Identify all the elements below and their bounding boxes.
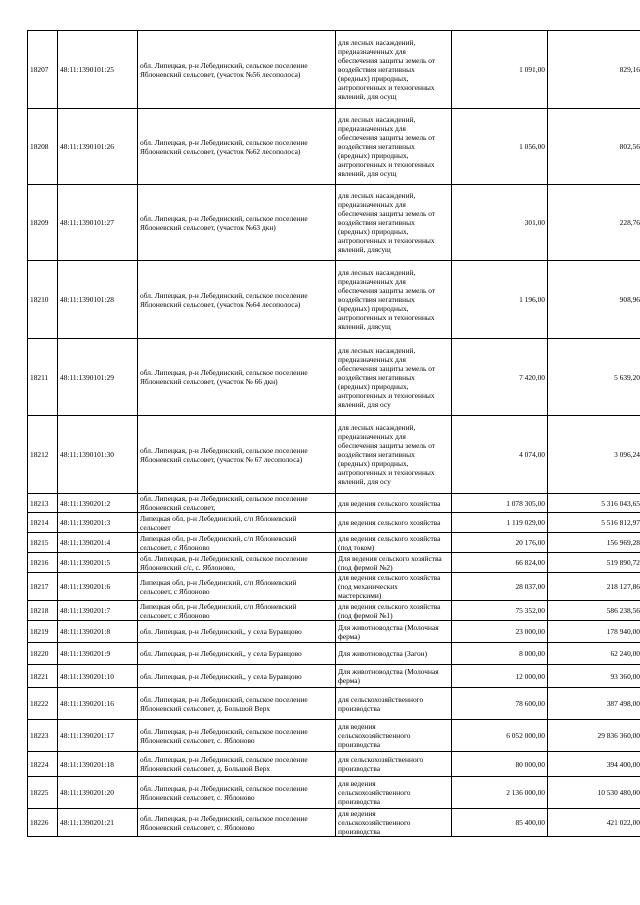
address-line: сельсовет, с Яблоново [140, 610, 210, 620]
land-use-line: для ведения сельского хозяйства [338, 498, 441, 508]
record-number: 18214 [28, 513, 58, 533]
land-use-line: антропогенных и техногенных [338, 83, 435, 92]
cadastral-value: 586 238,56 [548, 601, 640, 621]
land-use-line: явлений, длясущ [338, 245, 391, 254]
land-use-line: для лесных насаждений, [338, 38, 416, 47]
land-use-line: обеспечения защиты земель от [338, 286, 436, 295]
table-row [28, 720, 640, 752]
address-line: обл. Липецкая, р-н Лебединский, сельское поселение [140, 813, 308, 823]
cadastral-number: 48:11:1390201:17 [58, 720, 138, 752]
address-cell [138, 185, 336, 261]
land-use-cell [336, 513, 452, 533]
table-row [28, 416, 640, 494]
land-use-cell [336, 416, 452, 494]
land-use-line: (вредных) природных, [338, 459, 409, 468]
land-use-line: производства [338, 764, 381, 773]
table-row [28, 573, 640, 601]
address-line: обл. Липецкая, р-н Лебединский, сельское поселение [140, 755, 308, 764]
record-number: 18219 [28, 621, 58, 643]
land-use-cell [336, 752, 452, 777]
land-use-line: для ведения сельского хозяйства [338, 601, 441, 611]
cadastral-value: 228,76 [548, 185, 640, 261]
area-value: 6 052 000,00 [452, 720, 548, 752]
land-use-line: сельскохозяйственного [338, 731, 411, 740]
address-line: обл. Липецкая, р-н Лебединский, сельское поселение [140, 368, 308, 377]
cadastral-number: 48:11:1390201:7 [58, 601, 138, 621]
land-use-line: предназначенных для [338, 277, 406, 286]
record-number: 18213 [28, 494, 58, 513]
land-use-cell [336, 720, 452, 752]
cadastral-value: 829,16 [548, 31, 640, 109]
land-use-line: ферма) [338, 676, 361, 685]
address-line: обл. Липецкая, р-н Лебединский, сельское поселение [140, 783, 308, 793]
cadastral-number: 48:11:1390101:29 [58, 339, 138, 416]
land-use-cell [336, 665, 452, 688]
cadastral-number: 48:11:1390201:21 [58, 809, 138, 837]
cadastral-number: 48:11:1390101:25 [58, 31, 138, 109]
cadastral-value: 421 022,00 [548, 809, 640, 837]
land-use-cell [336, 601, 452, 621]
address-line: обл. Липецкая, р-н Лебединский,, у села Буравцово [140, 671, 302, 681]
land-use-line: обеспечения защиты земель от [338, 363, 436, 373]
land-use-cell [336, 553, 452, 573]
record-number: 18223 [28, 720, 58, 752]
area-value: 20 176,00 [452, 533, 548, 553]
cadastral-number: 48:11:1390201:20 [58, 777, 138, 809]
land-use-line: обеспечения защиты земель от [338, 209, 436, 218]
cadastral-number: 48:11:1390201:10 [58, 665, 138, 688]
address-cell [138, 416, 336, 494]
land-use-cell [336, 643, 452, 665]
record-number: 18226 [28, 809, 58, 837]
address-line: обл. Липецкая, р-н Лебединский,, у села Буравцово [140, 649, 302, 658]
land-use-line: антропогенных и техногенных [338, 313, 435, 322]
address-line: обл. Липецкая, р-н Лебединский, сельское поселение [140, 290, 308, 300]
table-row [28, 777, 640, 809]
record-number: 18211 [28, 339, 58, 416]
land-use-line: предназначенных для [338, 47, 406, 56]
land-use-line: для ведения сельского хозяйства [338, 533, 441, 543]
address-line: Липецкая обл, р-н Лебединский, с/п Яблоневский [140, 577, 297, 587]
land-use-line: (вредных) природных, [338, 227, 409, 236]
land-use-line: (под током) [338, 542, 375, 552]
table-row [28, 533, 640, 553]
land-use-line: антропогенных и техногенных [338, 160, 435, 169]
land-use-line: для лесных насаждений, [338, 115, 416, 124]
land-use-cell [336, 261, 452, 339]
land-use-line: обеспечения защиты земель от [338, 56, 436, 65]
cadastral-number: 48:11:1390201:2 [58, 494, 138, 513]
address-cell [138, 261, 336, 339]
table-row [28, 621, 640, 643]
cadastral-value: 10 530 480,00 [548, 777, 640, 809]
address-line: Яблоневский сельсовет, с. Яблоново [140, 792, 255, 802]
area-value: 8 000,00 [452, 643, 548, 665]
land-use-line: сельскохозяйственного [338, 818, 411, 827]
cadastral-value: 29 836 360,00 [548, 720, 640, 752]
address-cell [138, 621, 336, 643]
land-use-line: Для ведения сельского хозяйства [338, 553, 442, 563]
land-use-line: производства [338, 740, 381, 749]
table-row [28, 643, 640, 665]
land-use-line: сельскохозяйственного [338, 788, 411, 797]
land-use-line: для сельскохозяйственного [338, 755, 424, 764]
cadastral-number: 48:11:1390201:16 [58, 688, 138, 720]
cadastral-value: 62 240,00 [548, 643, 640, 665]
land-use-line: для ведения сельского хозяйства [338, 518, 441, 527]
cadastral-value: 178 940,00 [548, 621, 640, 643]
land-use-line: явлений, длясущ [338, 322, 391, 331]
area-value: 1 078 305,00 [452, 494, 548, 513]
address-line: Яблоневский сельсовет, (участок №63 дкн) [140, 222, 276, 232]
land-use-line: для ведения [338, 809, 376, 818]
land-use-line: для ведения [338, 722, 376, 731]
cadastral-value: 156 969,28 [548, 533, 640, 553]
land-use-line: предназначенных для [338, 124, 406, 133]
area-value: 85 400,00 [452, 809, 548, 837]
cadastral-number: 48:11:1390101:27 [58, 185, 138, 261]
cadastral-number: 48:11:1390201:6 [58, 573, 138, 601]
land-use-line: Для животноводства (Молочная [338, 622, 439, 632]
table-row [28, 109, 640, 185]
address-line: Яблоневский сельсовет, (участок №64 лесополоса) [140, 299, 301, 309]
address-cell [138, 688, 336, 720]
address-cell [138, 809, 336, 837]
table-row [28, 601, 640, 621]
record-number: 18216 [28, 553, 58, 573]
land-use-line: воздействия негативных [338, 142, 415, 151]
address-line: Липецкая обл, р-н Лебединский, с/п Яблоневский [140, 533, 297, 543]
land-use-line: для ведения [338, 779, 376, 788]
address-line: Липецкая обл, р-н Лебединский, с/п Яблоневский [140, 601, 297, 611]
table-row [28, 513, 640, 533]
cadastral-value: 519 890,72 [548, 553, 640, 573]
table-row [28, 809, 640, 837]
address-cell [138, 533, 336, 553]
cadastral-value: 5 639,20 [548, 339, 640, 416]
address-line: Яблоневский сельсовет, (участок № 66 дкн) [140, 377, 278, 386]
cadastral-value: 908,96 [548, 261, 640, 339]
address-line: обл. Липецкая, р-н Лебединский,, у села Буравцово [140, 627, 302, 636]
cadastral-number: 48:11:1390101:28 [58, 261, 138, 339]
cadastral-number: 48:11:1390201:4 [58, 533, 138, 553]
area-value: 1 119 029,00 [452, 513, 548, 533]
address-line: обл. Липецкая, р-н Лебединский, сельское поселение [140, 445, 308, 455]
record-number: 18222 [28, 688, 58, 720]
address-line: обл. Липецкая, р-н Лебединский, сельское поселение [140, 553, 308, 563]
address-line: Яблоневский сельсовет, д. Большой Верх [140, 703, 271, 713]
address-cell [138, 665, 336, 688]
land-use-cell [336, 185, 452, 261]
land-use-line: для лесных насаждений, [338, 268, 416, 277]
address-line: Яблоневский сельсовет, (участок №56 лесополоса) [140, 69, 301, 79]
land-use-line: (под фермой №1) [338, 610, 393, 620]
cadastral-value: 218 127,86 [548, 573, 640, 601]
land-use-line: (под механических [338, 582, 398, 591]
address-line: Яблоневский сельсовет, [140, 503, 216, 512]
land-use-line: (вредных) природных, [338, 381, 409, 391]
land-use-line: Для животноводства (Молочная [338, 667, 439, 676]
table-row [28, 553, 640, 573]
land-use-cell [336, 494, 452, 513]
area-value: 1 091,00 [452, 31, 548, 109]
address-line: сельсовет [140, 522, 171, 532]
address-cell [138, 601, 336, 621]
cadastral-value: 387 498,00 [548, 688, 640, 720]
land-use-line: воздействия негативных [338, 450, 415, 459]
cadastral-value: 3 096,24 [548, 416, 640, 494]
cadastral-value: 5 316 043,65 [548, 494, 640, 513]
record-number: 18224 [28, 752, 58, 777]
area-value: 66 824,00 [452, 553, 548, 573]
land-use-line: предназначенных для [338, 354, 406, 364]
address-line: Яблоневский сельсовет, д. Большой Верх [140, 764, 271, 773]
cadastral-number: 48:11:1390201:18 [58, 752, 138, 777]
record-number: 18215 [28, 533, 58, 553]
address-line: Яблоневский с/с, с. Яблоново, [140, 562, 236, 572]
land-use-line: (вредных) природных, [338, 151, 409, 160]
address-line: обл. Липецкая, р-н Лебединский, сельское поселение [140, 494, 308, 503]
area-value: 301,00 [452, 185, 548, 261]
land-use-line: воздействия негативных [338, 372, 415, 382]
address-cell [138, 720, 336, 752]
land-use-line: для лесных насаждений, [338, 423, 416, 432]
record-number: 18210 [28, 261, 58, 339]
record-number: 18220 [28, 643, 58, 665]
address-line: обл. Липецкая, р-н Лебединский, сельское поселение [140, 694, 308, 704]
land-use-line: воздействия негативных [338, 295, 415, 304]
land-use-line: (под фермой №2) [338, 562, 393, 572]
record-number: 18221 [28, 665, 58, 688]
land-use-cell [336, 109, 452, 185]
address-cell [138, 513, 336, 533]
address-line: Яблоневский сельсовет, с. Яблоново [140, 822, 255, 832]
record-number: 18212 [28, 416, 58, 494]
land-use-line: явлений, для осу [338, 477, 391, 486]
cadastral-value: 5 516 812,97 [548, 513, 640, 533]
address-cell [138, 31, 336, 109]
land-use-cell [336, 809, 452, 837]
address-cell [138, 109, 336, 185]
land-use-line: для лесных насаждений, [338, 191, 416, 200]
area-value: 1 056,00 [452, 109, 548, 185]
land-use-line: антропогенных и техногенных [338, 390, 435, 400]
land-use-cell [336, 533, 452, 553]
land-use-line: производства [338, 703, 381, 713]
cadastral-value: 394 400,00 [548, 752, 640, 777]
record-number: 18218 [28, 601, 58, 621]
land-use-cell [336, 688, 452, 720]
area-value: 2 136 000,00 [452, 777, 548, 809]
address-line: Яблоневский сельсовет, с. Яблоново [140, 735, 255, 745]
address-line: обл. Липецкая, р-н Лебединский, сельское поселение [140, 60, 308, 70]
land-use-line: антропогенных и техногенных [338, 236, 435, 245]
land-use-line: производства [338, 797, 381, 806]
cadastral-value: 802,56 [548, 109, 640, 185]
address-line: сельсовет, с Яблоново [140, 542, 210, 552]
land-use-line: предназначенных для [338, 200, 406, 209]
address-line: сельсовет, с Яблоново [140, 586, 210, 596]
address-cell [138, 777, 336, 809]
record-number: 18217 [28, 573, 58, 601]
table-row [28, 665, 640, 688]
record-number: 18207 [28, 31, 58, 109]
address-cell [138, 573, 336, 601]
area-value: 78 600,00 [452, 688, 548, 720]
area-value: 12 000,00 [452, 665, 548, 688]
address-line: обл. Липецкая, р-н Лебединский, сельское поселение [140, 137, 308, 147]
land-use-cell [336, 621, 452, 643]
land-use-line: обеспечения защиты земель от [338, 133, 436, 142]
cadastral-number: 48:11:1390201:9 [58, 643, 138, 665]
address-cell [138, 553, 336, 573]
land-use-line: (вредных) природных, [338, 304, 409, 313]
table-body [28, 31, 640, 837]
land-use-line: обеспечения защиты земель от [338, 441, 436, 450]
table-row [28, 494, 640, 513]
land-use-line: Для животноводства (Загон) [338, 649, 428, 658]
table-row [28, 752, 640, 777]
cadastral-number: 48:11:1390201:3 [58, 513, 138, 533]
address-line: Липецкая обл, р-н Лебединский, с/п Яблоневский [140, 513, 297, 523]
land-use-line: для ведения сельского хозяйства [338, 573, 441, 582]
record-number: 18208 [28, 109, 58, 185]
land-use-cell [336, 777, 452, 809]
land-use-line: антропогенных и техногенных [338, 468, 435, 477]
area-value: 1 196,00 [452, 261, 548, 339]
address-line: обл. Липецкая, р-н Лебединский, сельское поселение [140, 726, 308, 736]
land-use-line: для сельскохозяйственного [338, 694, 424, 704]
area-value: 23 000,00 [452, 621, 548, 643]
land-use-cell [336, 31, 452, 109]
cadastral-number: 48:11:1390101:30 [58, 416, 138, 494]
address-line: обл. Липецкая, р-н Лебединский, сельское поселение [140, 213, 308, 223]
record-number: 18209 [28, 185, 58, 261]
table-row [28, 339, 640, 416]
area-value: 75 352,00 [452, 601, 548, 621]
address-cell [138, 339, 336, 416]
land-use-line: мастерскими) [338, 591, 382, 600]
cadastral-number: 48:11:1390201:5 [58, 553, 138, 573]
land-use-cell [336, 339, 452, 416]
land-registry-table [27, 30, 640, 837]
land-use-line: явлений, для осущ [338, 169, 397, 178]
land-use-line: ферма) [338, 631, 361, 641]
address-cell [138, 494, 336, 513]
land-use-line: явлений, для осущ [338, 92, 397, 101]
land-use-line: для лесных насаждений, [338, 345, 416, 355]
table-row [28, 688, 640, 720]
table-row [28, 31, 640, 109]
area-value: 28 037,00 [452, 573, 548, 601]
area-value: 80 000,00 [452, 752, 548, 777]
land-use-line: воздействия негативных [338, 65, 415, 74]
address-cell [138, 643, 336, 665]
cadastral-number: 48:11:1390101:26 [58, 109, 138, 185]
record-number: 18225 [28, 777, 58, 809]
address-line: Яблоневский сельсовет, (участок №62 лесополоса) [140, 146, 301, 156]
land-use-line: воздействия негативных [338, 218, 415, 227]
land-use-line: явлений, для осу [338, 399, 391, 409]
land-use-line: предназначенных для [338, 432, 406, 441]
area-value: 7 420,00 [452, 339, 548, 416]
table-row [28, 185, 640, 261]
table-row [28, 261, 640, 339]
cadastral-number: 48:11:1390201:8 [58, 621, 138, 643]
area-value: 4 074,00 [452, 416, 548, 494]
address-line: Яблоневский сельсовет, (участок № 67 лесополоса) [140, 454, 303, 464]
address-cell [138, 752, 336, 777]
land-use-line: производства [338, 827, 381, 836]
land-use-cell [336, 573, 452, 601]
land-use-line: (вредных) природных, [338, 74, 409, 83]
cadastral-value: 93 360,00 [548, 665, 640, 688]
